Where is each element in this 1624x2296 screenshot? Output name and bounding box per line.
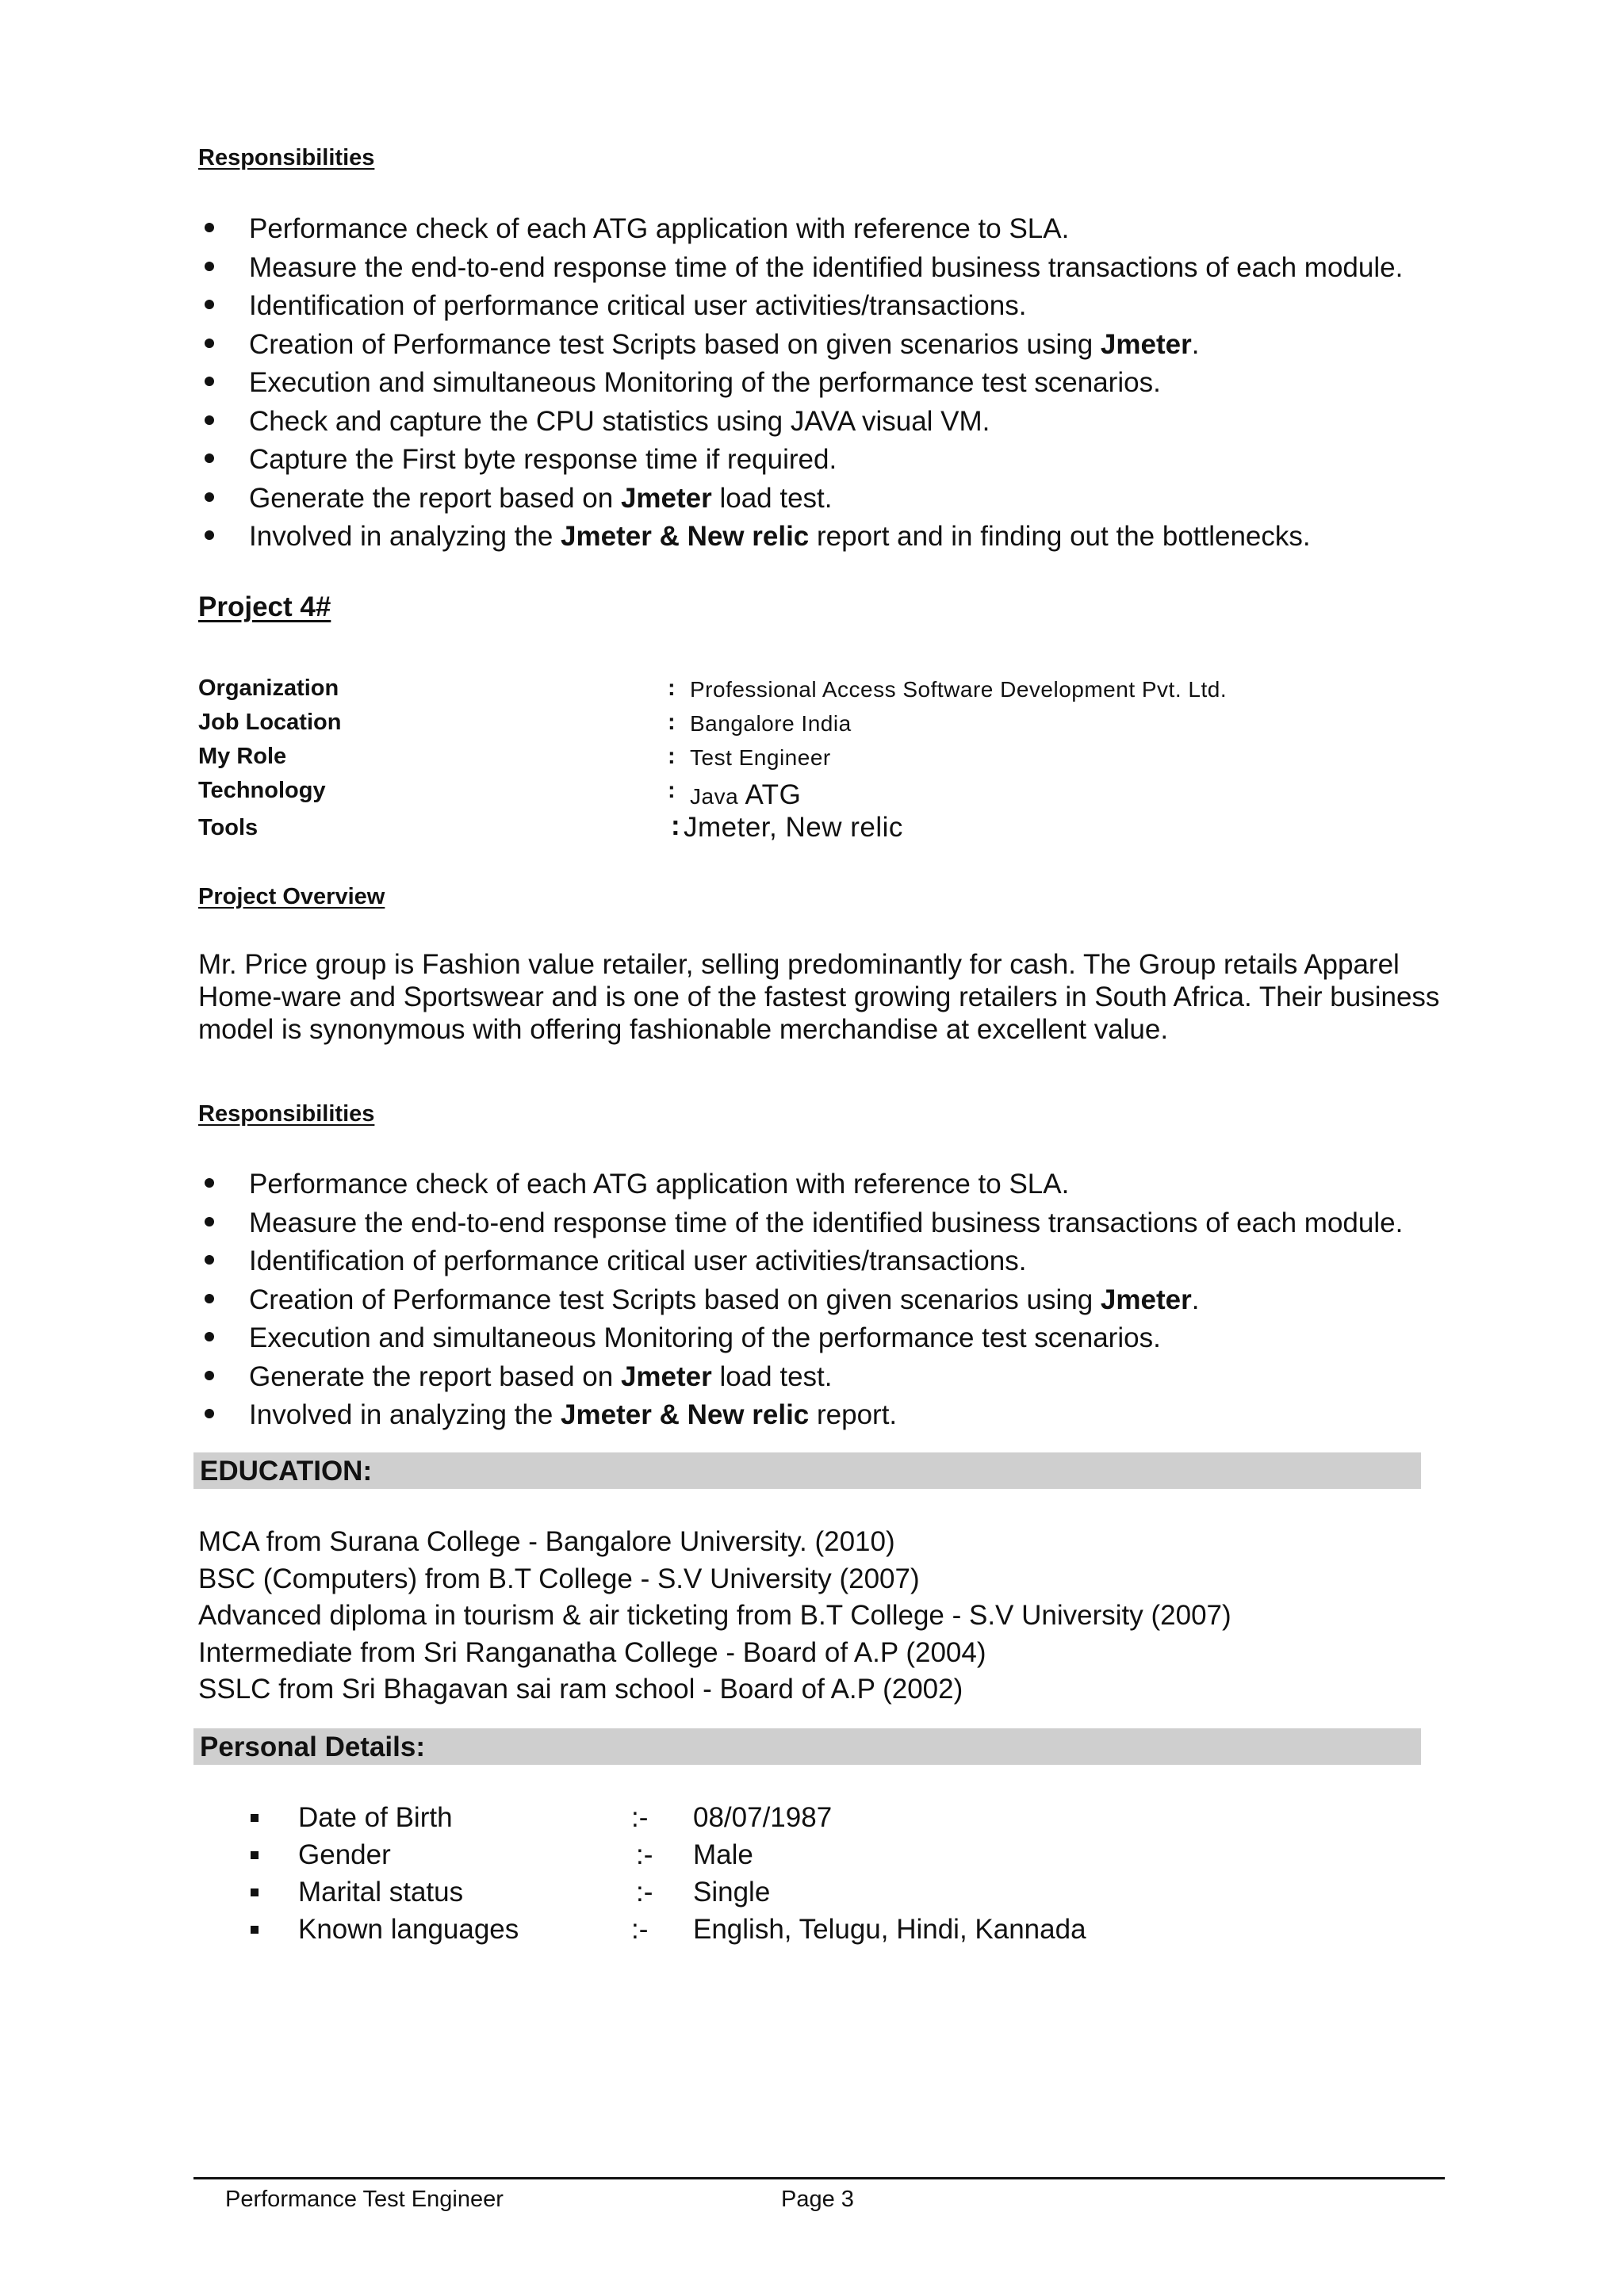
responsibilities-heading-2: Responsibilities (198, 1101, 375, 1127)
footer-page-number: Page 3 (781, 2187, 854, 2212)
square-bullet-icon (251, 1851, 259, 1859)
list-item: MCA from Surana College - Bangalore University. (2010) (198, 1526, 895, 1557)
list-item: SSLC from Sri Bhagavan sai ram school - Board of A.P (2002) (198, 1674, 963, 1705)
square-bullet-icon (251, 1888, 259, 1896)
list-item: Creation of Performance test Scripts based on given scenarios using Jmeter. (200, 326, 1403, 365)
bullet-icon (205, 1371, 214, 1380)
list-item: Measure the end-to-end response time of the identified business transactions of each module. (200, 249, 1403, 288)
resume-page: Responsibilities Performance check of each ATG application with reference to SLA. Measure the end-to-end response time of the identified business transactions of each module. Identification of performance critical user activities/transactions. Creation of Performance test Scripts based on given scenarios using Jmeter. Execution and simultaneous Monitoring of the performance test scenarios. Check and capture the CPU statistics using JAVA visual VM. Capture the First byte response time if required. Generate the report based on Jmeter load test. Involved in analyzing the Jmeter & New relic report and in finding out the bottlenecks. Project 4# Organization : Professional Access Software Development Pvt. Ltd. Job Location : Bangalore India My Role : Test Engineer Technology : Java ATG Tools : Jmeter, New relic Project Overview Mr. Price group is Fashion value retailer, selling predominantly for cash. The Group retails Apparel Home-ware and Sportswear and is one of the fastest growing retailers in South Africa. Their business model is synonymous with offering fashionable merchandise at excellent value. Responsibilities Performance check of each ATG application with reference to SLA. Measure the end-to-end response time of the identified business transactions of each module. Identification of performance critical user activities/transactions. Creation of Performance test Scripts based on given scenarios using Jmeter. Execution and simultaneous Monitoring of the performance test scenarios. Generate the report based on Jmeter load test. Involved in analyzing the Jmeter & New relic report. EDUCATION: MCA from Surana College - Bangalore University. (2010) BSC (Computers) from B.T College - S.V University (2007) Advanced diploma in tourism & air ticketing from B.T College - S.V University (2007) Intermediate from Sri Ranganatha College - Board of A.P (2004) SSLC from Sri Bhagavan sai ram school - Board of A.P (2002) Personal Details: Date of Birth :- 08/07/1987 Gender :- Male Marital status :- Single Known languages :- English, Telugu, Hindi, Kannada Performance Test Engineer Page 3 (0, 0, 1624, 2296)
personal-details-heading: Personal Details: (200, 1732, 425, 1762)
list-item: BSC (Computers) from B.T College - S.V University (2007) (198, 1563, 920, 1594)
list-item: Performance check of each ATG application with reference to SLA. (200, 1165, 1403, 1204)
project-overview-heading: Project Overview (198, 884, 385, 909)
bullet-icon (205, 1332, 214, 1341)
list-item: Identification of performance critical user activities/transactions. (200, 287, 1403, 326)
footer-title: Performance Test Engineer (225, 2187, 504, 2212)
personal-details-section-header (193, 1728, 1421, 1765)
list-item: Involved in analyzing the Jmeter & New relic report. (200, 1396, 1403, 1435)
list-item: Creation of Performance test Scripts based on given scenarios using Jmeter. (200, 1281, 1403, 1320)
square-bullet-icon (251, 1814, 259, 1822)
bullet-icon (205, 1217, 214, 1226)
list-item: Generate the report based on Jmeter load test. (200, 1358, 1403, 1397)
bullet-icon (205, 492, 214, 502)
bullet-icon (205, 1409, 214, 1418)
bullet-icon (205, 339, 214, 348)
list-item: Involved in analyzing the Jmeter & New relic report and in finding out the bottlenecks. (200, 518, 1403, 557)
list-item: Intermediate from Sri Ranganatha College - Board of A.P (2004) (198, 1636, 986, 1668)
responsibilities-heading: Responsibilities (198, 145, 375, 170)
bullet-icon (205, 223, 214, 232)
square-bullet-icon (251, 1926, 259, 1934)
project-title: Project 4# (198, 591, 331, 622)
education-list (198, 1524, 1231, 1709)
bullet-icon (205, 415, 214, 425)
list-item: Check and capture the CPU statistics using JAVA visual VM. (200, 403, 1403, 442)
bullet-icon (205, 1255, 214, 1265)
list-item: Measure the end-to-end response time of the identified business transactions of each module. (200, 1204, 1403, 1243)
bullet-icon (205, 1294, 214, 1303)
footer-divider (193, 2177, 1445, 2179)
list-item: Generate the report based on Jmeter load test. (200, 480, 1403, 519)
bullet-icon (205, 1178, 214, 1188)
list-item: Execution and simultaneous Monitoring of the performance test scenarios. (200, 1319, 1403, 1358)
list-item: Performance check of each ATG application with reference to SLA. (200, 210, 1403, 249)
bullet-icon (205, 300, 214, 309)
list-item: Execution and simultaneous Monitoring of the performance test scenarios. (200, 364, 1403, 403)
bullet-icon (205, 453, 214, 463)
bullet-icon (205, 377, 214, 386)
project-overview-text: Mr. Price group is Fashion value retailer, selling predominantly for cash. The Group retails Apparel Home-ware and Sportswear and is one of the fastest growing retailers in South Africa. Their business model is synonymous with offering fashionable merchandise at excellent value. (198, 949, 1440, 1045)
bullet-icon (205, 262, 214, 271)
education-section-header (193, 1452, 1421, 1489)
bullet-icon (205, 530, 214, 540)
list-item: Advanced diploma in tourism & air ticketing from B.T College - S.V University (2007) (198, 1600, 1231, 1631)
responsibilities-list-2 (200, 1165, 1403, 1435)
list-item: Capture the First byte response time if required. (200, 441, 1403, 480)
education-heading: EDUCATION: (200, 1456, 373, 1487)
list-item: Identification of performance critical user activities/transactions. (200, 1242, 1403, 1281)
responsibilities-list (200, 210, 1403, 557)
